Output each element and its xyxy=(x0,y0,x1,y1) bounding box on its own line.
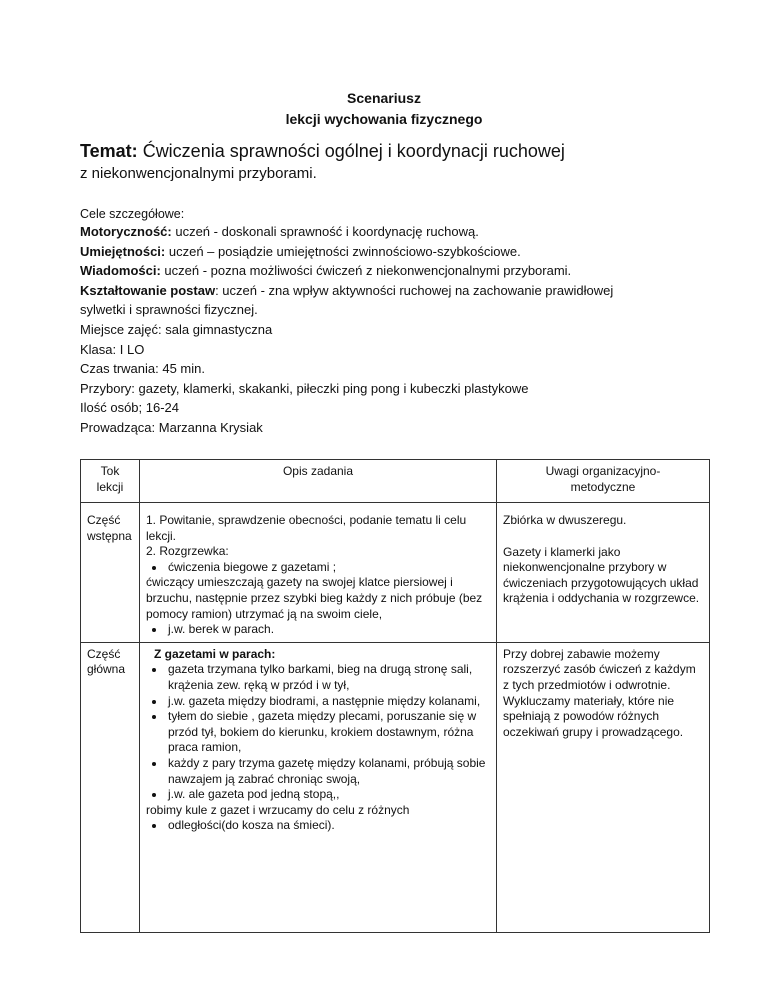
info-duration: Czas trwania: 45 min. xyxy=(80,361,205,377)
doc-title: Scenariusz xyxy=(347,90,421,106)
lesson-table xyxy=(80,459,710,933)
table-header xyxy=(81,460,710,503)
goals-heading: Cele szczegółowe: xyxy=(80,207,185,221)
topic-text: Ćwiczenia sprawności ogólnej i koordynacji ruchowej xyxy=(137,141,565,161)
notes-cell: Przy dobrej zabawie możemy rozszerzyć zasób ćwiczeń z każdym z tych przedmiotów i odwrotnie. Wykluczamy materiały, które nie spełniają z powodów różnych oczekiwań grupy i prowadzącego. xyxy=(497,642,710,932)
topic xyxy=(80,139,565,163)
description-cell: Z gazetami w parach: • gazeta trzymana tylko barkami, bieg na drugą stronę sali, krążenia zew. ręką w przód i w tył, • j.w. gazeta między biodrami, a następnie między kolanami, • tyłem do siebie , gazeta między plecami, poruszanie się w przód tył, bokiem do kierunku, krokiem dostawnym, różna praca ramion, • każdy z pary trzyma gazetę między kolanami, próbują sobie nawzajem ją zabrać chroniąc swoją, • j.w. ale gazeta pod jedną stopą,, robimy kule z gazet i wrzucamy do celu z różnych • odległości(do kosza na śmieci). xyxy=(140,642,497,932)
goal-motor: Motoryczność: uczeń - doskonali sprawność i koordynację ruchową. xyxy=(80,224,479,239)
info-people: Ilość osób; 16-24 xyxy=(80,400,180,416)
topic-label: Temat: xyxy=(80,141,138,161)
info-teacher: Prowadząca: Marzanna Krysiak xyxy=(80,419,263,435)
info-equipment: Przybory: gazety, klamerki, skakanki, piłeczki ping pong i kubeczki plastykowe xyxy=(80,380,529,396)
description-cell: 1. Powitanie, sprawdzenie obecności, podanie tematu li celu lekcji. 2. Rozgrzewka: • ćwiczenia biegowe z gazetami ; ćwiczący umieszczają gazety na swojej klatce piersiowej i brzuchu, następnie przez szybki bieg każdy z nich próbuje (bez pomocy ramion) utrzymać ją na swoim ciele, • j.w. berek w parach. xyxy=(140,503,497,643)
notes-cell: Zbiórka w dwuszeregu. Gazety i klamerki jako niekonwencjonalne przybory w ćwiczeniach przygotowujących układ krążenia i oddychania w rozgrzewce. xyxy=(497,503,710,643)
goal-attitudes-cont: sylwetki i sprawności fizycznej. xyxy=(80,302,258,318)
lesson-info xyxy=(80,222,700,438)
info-class: Klasa: I LO xyxy=(80,341,145,357)
header-cell: Uwagi organizacyjno-metodyczne xyxy=(497,460,710,503)
doc-subtitle: lekcji wychowania fizycznego xyxy=(285,111,483,127)
header-cell: Tok lekcji xyxy=(81,460,140,503)
header-cell: Opis zadania xyxy=(140,460,497,503)
part-cell: Część główna xyxy=(81,642,140,932)
info-place: Miejsce zajęć: sala gimnastyczna xyxy=(80,321,273,337)
part-cell: Część wstępna xyxy=(81,503,140,643)
topic-text-cont: z niekonwencjonalnymi przyborami. xyxy=(80,165,317,182)
goal-knowledge: Wiadomości: uczeń - pozna możliwości ćwiczeń z niekonwencjonalnymi przyborami. xyxy=(80,263,572,279)
table-row xyxy=(81,503,710,643)
goal-skills: Umiejętności: uczeń – posiądzie umiejętności zwinnościowo-szybkościowe. xyxy=(80,243,521,259)
table-row xyxy=(81,642,710,932)
goal-attitudes: Kształtowanie postaw: uczeń - zna wpływ aktywności ruchowej na zachowanie prawidłowej xyxy=(80,282,614,298)
